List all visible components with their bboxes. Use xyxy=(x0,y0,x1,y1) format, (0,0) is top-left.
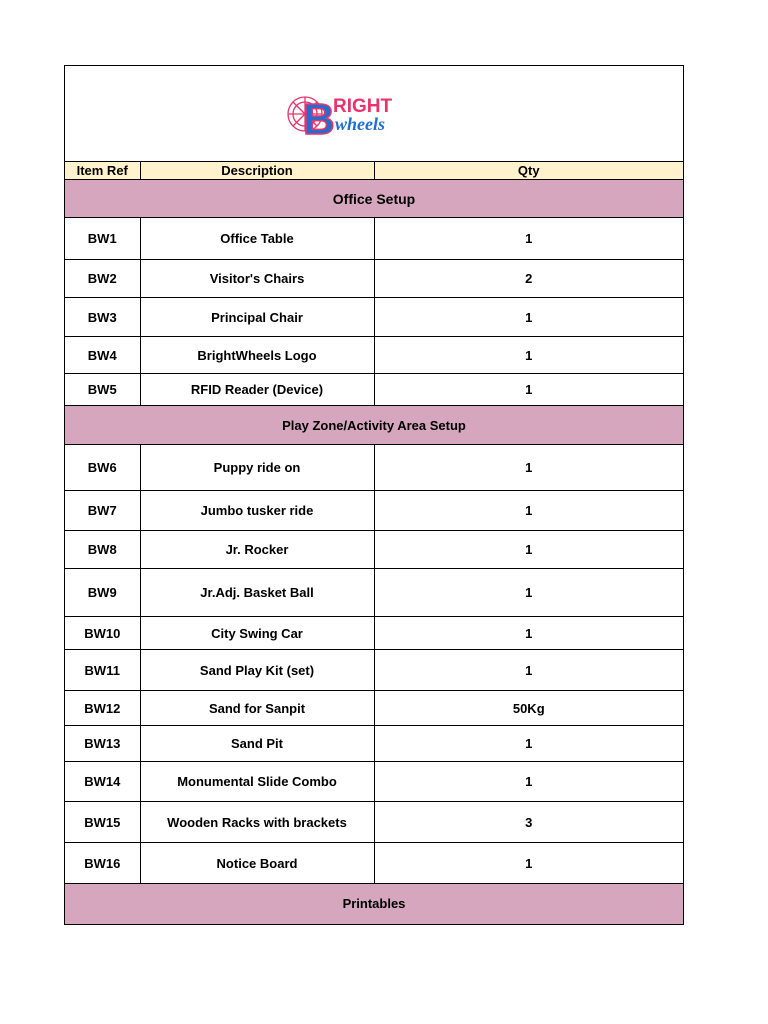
item-qty: 1 xyxy=(374,491,683,531)
item-ref: BW2 xyxy=(65,260,140,298)
table-row xyxy=(65,374,683,406)
section-row xyxy=(65,884,683,924)
section-row xyxy=(65,180,683,218)
item-qty: 1 xyxy=(374,218,683,260)
table-row xyxy=(65,445,683,491)
item-ref: BW13 xyxy=(65,726,140,762)
table-row xyxy=(65,569,683,617)
logo-area xyxy=(65,66,683,162)
inventory-sheet xyxy=(64,65,684,925)
header-qty: Qty xyxy=(374,162,683,180)
table-row xyxy=(65,531,683,569)
logo-text-right: RIGHT xyxy=(333,96,393,117)
item-ref: BW15 xyxy=(65,802,140,843)
table-row xyxy=(65,726,683,762)
item-ref: BW4 xyxy=(65,337,140,374)
item-qty: 1 xyxy=(374,726,683,762)
item-qty: 1 xyxy=(374,445,683,491)
table-row xyxy=(65,337,683,374)
item-ref: BW14 xyxy=(65,762,140,802)
item-qty: 1 xyxy=(374,617,683,650)
item-description: Office Table xyxy=(140,218,374,260)
items-table xyxy=(65,162,683,924)
item-qty: 1 xyxy=(374,374,683,406)
item-ref: BW8 xyxy=(65,531,140,569)
table-row xyxy=(65,617,683,650)
section-title-printables: Printables xyxy=(65,884,683,924)
item-qty: 3 xyxy=(374,802,683,843)
item-qty: 50Kg xyxy=(374,691,683,726)
table-row xyxy=(65,691,683,726)
item-description: BrightWheels Logo xyxy=(140,337,374,374)
item-qty: 1 xyxy=(374,531,683,569)
item-qty: 1 xyxy=(374,762,683,802)
table-row xyxy=(65,491,683,531)
item-description: Sand Play Kit (set) xyxy=(140,650,374,691)
item-qty: 1 xyxy=(374,298,683,337)
section-title-office: Office Setup xyxy=(65,180,683,218)
brightwheels-logo xyxy=(285,92,421,138)
table-row xyxy=(65,298,683,337)
table-row xyxy=(65,802,683,843)
section-row xyxy=(65,406,683,445)
logo-text-wheels: wheels xyxy=(335,114,386,134)
item-description: Jumbo tusker ride xyxy=(140,491,374,531)
item-ref: BW3 xyxy=(65,298,140,337)
item-description: Sand for Sanpit xyxy=(140,691,374,726)
table-header-row xyxy=(65,162,683,180)
section-title-play-zone: Play Zone/Activity Area Setup xyxy=(65,406,683,445)
item-description: RFID Reader (Device) xyxy=(140,374,374,406)
table-row xyxy=(65,218,683,260)
table-row xyxy=(65,843,683,884)
item-qty: 1 xyxy=(374,337,683,374)
item-ref: BW1 xyxy=(65,218,140,260)
item-description: Principal Chair xyxy=(140,298,374,337)
item-qty: 1 xyxy=(374,569,683,617)
item-ref: BW10 xyxy=(65,617,140,650)
item-ref: BW12 xyxy=(65,691,140,726)
item-description: Jr.Adj. Basket Ball xyxy=(140,569,374,617)
item-qty: 2 xyxy=(374,260,683,298)
item-ref: BW7 xyxy=(65,491,140,531)
item-ref: BW16 xyxy=(65,843,140,884)
item-ref: BW5 xyxy=(65,374,140,406)
table-row xyxy=(65,650,683,691)
item-description: Monumental Slide Combo xyxy=(140,762,374,802)
header-item-ref: Item Ref xyxy=(65,162,140,180)
item-description: Visitor's Chairs xyxy=(140,260,374,298)
table-row xyxy=(65,260,683,298)
item-qty: 1 xyxy=(374,650,683,691)
item-ref: BW6 xyxy=(65,445,140,491)
item-description: Sand Pit xyxy=(140,726,374,762)
item-description: Wooden Racks with brackets xyxy=(140,802,374,843)
item-description: Jr. Rocker xyxy=(140,531,374,569)
item-description: City Swing Car xyxy=(140,617,374,650)
item-ref: BW11 xyxy=(65,650,140,691)
item-description: Puppy ride on xyxy=(140,445,374,491)
item-description: Notice Board xyxy=(140,843,374,884)
item-ref: BW9 xyxy=(65,569,140,617)
item-qty: 1 xyxy=(374,843,683,884)
header-description: Description xyxy=(140,162,374,180)
logo-letter-b: B xyxy=(303,95,335,138)
table-row xyxy=(65,762,683,802)
